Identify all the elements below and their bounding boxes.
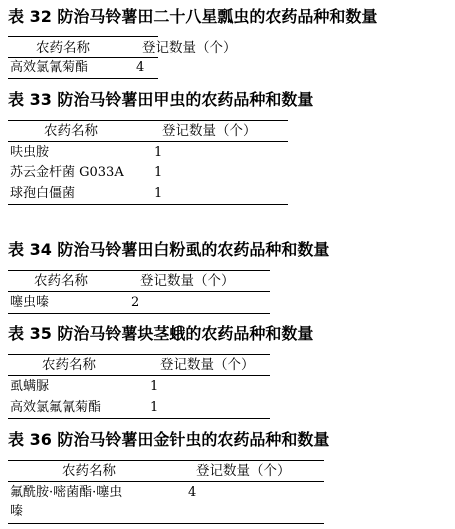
table-36-bottom-rule [8,523,324,524]
table-36-header-rule [8,481,324,482]
table-34-top-rule [8,270,270,271]
table-35-top-rule [8,354,270,355]
table-32-header-count: 登记数量（个） [142,40,237,56]
table-33-row-1-name: 呋虫胺 [10,145,50,160]
table-34-header-rule [8,291,270,292]
table-32-title: 表 32 防治马铃薯田二十八星瓢虫的农药品种和数量 [8,7,378,26]
table-35-title: 表 35 防治马铃薯块茎蛾的农药品种和数量 [8,324,314,343]
table-32-row-1-count: 4 [136,60,145,75]
table-35-header-rule [8,375,270,376]
table-35-row-1-name: 虱螨脲 [10,379,50,394]
table-35-row-2-name: 高效氯氟氰菊酯 [10,400,102,415]
table-34-row-1-name: 噻虫嗪 [10,295,50,310]
table-33-row-2-name: 苏云金杆菌 G033A [10,165,124,180]
table-32-row-1-name: 高效氯氰菊酯 [10,60,89,75]
table-33-header-count: 登记数量（个） [162,123,257,139]
table-32-bottom-rule [8,78,158,79]
table-36-title: 表 36 防治马铃薯田金针虫的农药品种和数量 [8,430,330,449]
table-36-row-1-name-cont: 嗪 [10,504,24,519]
table-33-bottom-rule [8,204,288,205]
table-33-row-3-name: 球孢白僵菌 [10,186,76,201]
table-34-title: 表 34 防治马铃薯田白粉虱的农药品种和数量 [8,240,330,259]
table-35-bottom-rule [8,418,270,419]
table-33-title: 表 33 防治马铃薯田甲虫的农药品种和数量 [8,90,314,109]
table-33-top-rule [8,120,288,121]
table-34-header-name: 农药名称 [34,273,88,289]
table-36-row-1-name: 氟酰胺·嘧菌酯·噻虫 [10,485,123,500]
table-34-bottom-rule [8,313,270,314]
table-33-row-3-count: 1 [154,186,163,201]
table-36-header-count: 登记数量（个） [196,463,291,479]
table-35-header-name: 农药名称 [42,357,96,373]
table-34-header-count: 登记数量（个） [140,273,235,289]
table-36-top-rule [8,460,324,461]
table-32-header-rule [8,57,158,58]
table-33-row-1-count: 1 [154,145,163,160]
table-36-row-1-count: 4 [188,485,197,500]
table-33-row-2-count: 1 [154,165,163,180]
table-35-header-count: 登记数量（个） [160,357,255,373]
table-36-header-name: 农药名称 [62,463,116,479]
table-32-header-name: 农药名称 [36,40,90,56]
table-35-row-1-count: 1 [150,379,159,394]
table-35-row-2-count: 1 [150,400,159,415]
table-33-header-name: 农药名称 [44,123,98,139]
table-32-top-rule [8,36,158,37]
table-34-row-1-count: 2 [131,295,140,310]
table-33-header-rule [8,141,288,142]
